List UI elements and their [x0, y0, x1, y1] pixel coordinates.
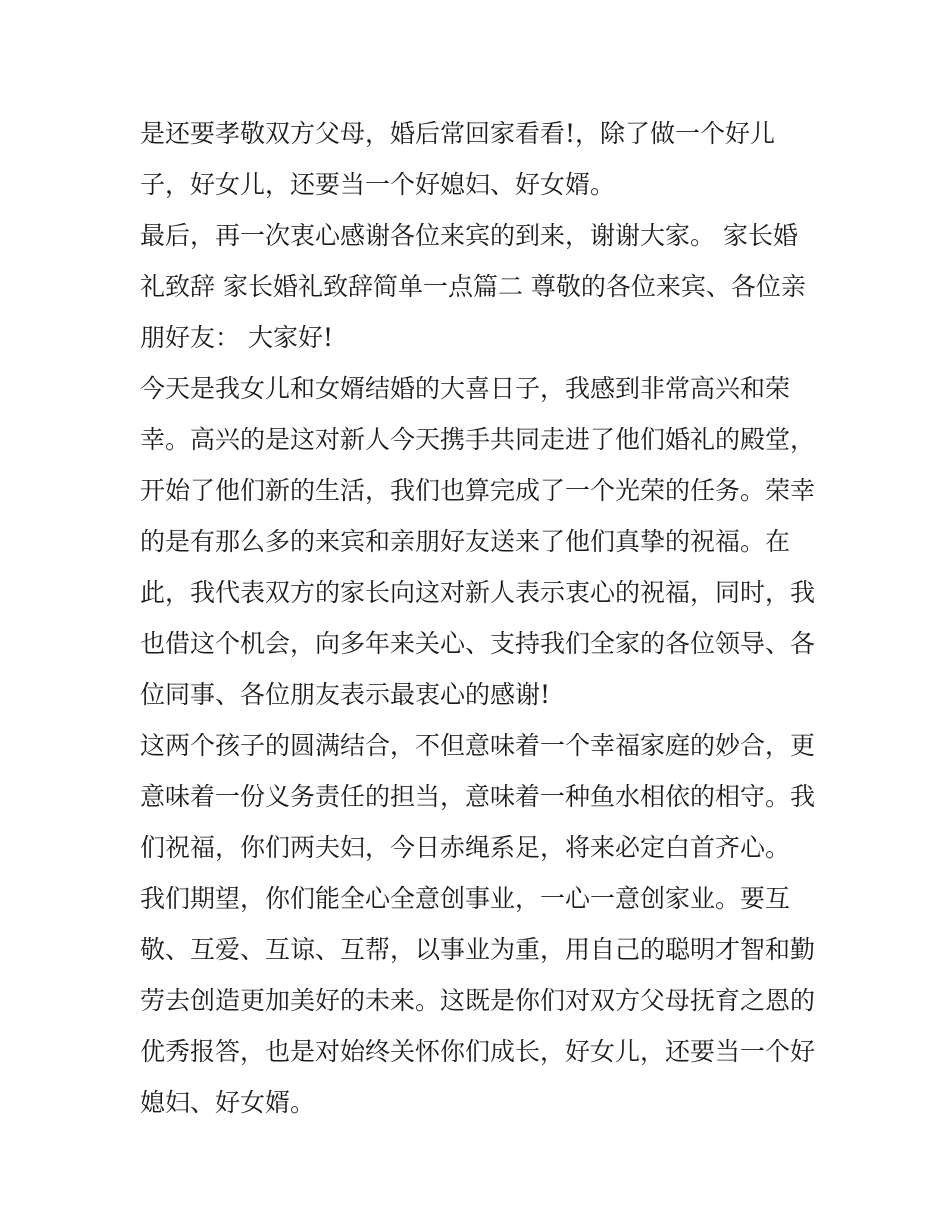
text-line: 朋好友： 大家好!	[140, 323, 333, 352]
text-line: 意味着一份义务责任的担当，意味着一种鱼水相依的相守。我	[140, 782, 816, 811]
text-line: 优秀报答，也是对始终关怀你们成长，好女儿，还要当一个好	[140, 1037, 816, 1066]
text-line: 开始了他们新的生活，我们也算完成了一个光荣的任务。荣幸	[140, 476, 816, 505]
text-line: 最后，再一次衷心感谢各位来宾的到来，谢谢大家。 家长婚	[140, 221, 798, 250]
text-line: 劳去创造更加美好的未来。这既是你们对双方父母抚育之恩的	[140, 986, 816, 1015]
text-line: 子，好女儿，还要当一个好媳妇、好女婿。	[140, 170, 616, 199]
text-line: 这两个孩子的圆满结合，不但意味着一个幸福家庭的妙合，更	[140, 731, 816, 760]
text-line: 是还要孝敬双方父母，婚后常回家看看!，除了做一个好儿	[140, 119, 776, 148]
text-line: 幸。高兴的是这对新人今天携手共同走进了他们婚礼的殿堂，	[140, 425, 816, 454]
text-line: 媳妇、好女婿。	[140, 1088, 316, 1117]
text-line: 位同事、各位朋友表示最衷心的感谢!	[140, 680, 551, 709]
text-line: 的是有那么多的来宾和亲朋好友送来了他们真挚的祝福。在	[140, 527, 791, 556]
text-line: 此，我代表双方的家长向这对新人表示衷心的祝福，同时，我	[140, 578, 816, 607]
body-text	[140, 108, 820, 1128]
text-line: 礼致辞 家长婚礼致辞简单一点篇二 尊敬的各位来宾、各位亲	[140, 272, 806, 301]
text-line: 今天是我女儿和女婿结婚的大喜日子，我感到非常高兴和荣	[140, 374, 791, 403]
text-line: 我们期望，你们能全心全意创事业，一心一意创家业。要互	[140, 884, 791, 913]
text-line: 们祝福，你们两夫妇，今日赤绳系足，将来必定白首齐心。	[140, 833, 791, 862]
text-line: 也借这个机会，向多年来关心、支持我们全家的各位领导、各	[140, 629, 816, 658]
text-line: 敬、互爱、互谅、互帮，以事业为重，用自己的聪明才智和勤	[140, 935, 816, 964]
